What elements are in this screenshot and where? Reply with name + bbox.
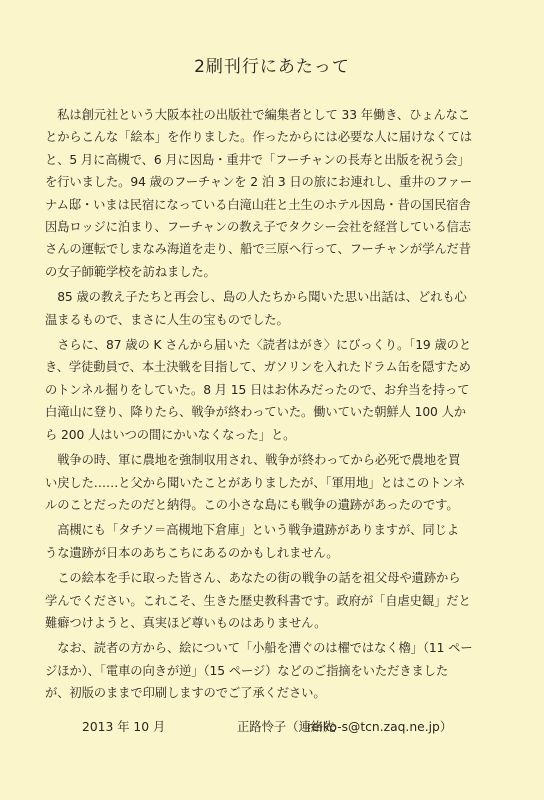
text-line: ジほか）、「電車の向きが逆」（15 ページ）などのご指摘をいただきました — [45, 663, 449, 678]
text-line: さらに、87 歳の K さんから届いた〈読者はがき〉にびっくり。「19 歳のと — [45, 338, 472, 353]
page-title: 2刷刊行にあたって — [194, 57, 350, 77]
publication-date: 2013 年 10 月 — [82, 720, 166, 734]
text-line: 私は創元社という大阪本社の出版社で編集者として 33 年働き、ひょんなこ — [45, 108, 471, 122]
text-line: ルのことだったのだと納得。この小さな島にも戦争の遺跡があったのです。 — [45, 497, 459, 512]
text-line: なお、読者の方から、絵について「小船を漕ぐのは櫂ではなく櫓」（11 ペー — [45, 641, 473, 656]
paragraph — [45, 334, 515, 446]
text-line: 戦争の時、軍に農地を強制収用され、戦争が終わってから必死で農地を買 — [45, 453, 461, 468]
text-line: 因島ロッジに泊まり、フーチャンの教え子でタクシー会社を経営している信志 — [45, 220, 471, 235]
paragraph — [45, 286, 515, 331]
author-contact-email: reiko-s@tcn.zaq.ne.jp） — [307, 720, 453, 734]
text-line: 85 歳の教え子たちと再会し、島の人たちから聞いた思い出話は、どれも心 — [45, 290, 467, 305]
text-line: 学んでください。これこそ、生きた歴史教科書です。政府が「自虐史観」だと — [45, 593, 471, 608]
text-line: 白滝山に登り、降りたら、戦争が終わっていた。働いていた朝鮮人 100 人か — [45, 405, 466, 420]
text-line: を行いました。94 歳のフーチャンを 2 泊 3 日の旅にお連れし、重井のファー — [45, 175, 473, 190]
text-line: さんの運転でしまなみ海道を走り、船で三原へ行って、フーチャンが学んだ昔 — [45, 242, 471, 257]
paragraph — [45, 449, 515, 516]
document-body — [45, 104, 515, 708]
text-line: ナム邸・いまは民宿になっている白滝山荘と土生のホテル因島・昔の国民宿舎 — [45, 197, 471, 212]
text-line: とからこんな「絵本」を作りました。作ったからには必要な人に届けなくては — [45, 130, 472, 145]
paragraph — [45, 104, 515, 283]
paragraph — [45, 519, 515, 564]
text-line: ら 200 人はいつの間にかいなくなった」と。 — [45, 427, 296, 442]
author-name: 正路怜子（連絡先 — [237, 720, 336, 734]
text-line: き、学徒動員で、本土決戦を目指して、ガソリンを入れたドラム缶を隠すため — [45, 360, 471, 375]
text-line: と、5 月に高槻で、6 月に因島・重井で「フーチャンの長寿と出版を祝う会」 — [45, 152, 470, 167]
paragraph — [45, 637, 515, 704]
text-line: この絵本を手に取った皆さん、あなたの街の戦争の話を祖父母や遺跡から — [45, 571, 461, 586]
text-line: 高槻にも「タチソ＝高槻地下倉庫」という戦争遺跡がありますが、同じよ — [45, 523, 459, 538]
text-line: い戻した……と父から聞いたことがありましたが、「軍用地」とはこのトンネ — [45, 475, 466, 490]
text-line: のトンネル掘りをしていた。8 月 15 日はお休みだったので、お弁当を持って — [45, 382, 470, 397]
text-line: 温まるもので、まさに人生の宝ものでした。 — [45, 312, 289, 327]
paragraph — [45, 567, 515, 634]
text-line: 難癖つけようと、真実ほど尊いものはありません。 — [45, 615, 327, 630]
text-line: うな遺跡が日本のあちこちにあるのかもしれません。 — [45, 545, 339, 560]
text-line: の女子師範学校を訪ねました。 — [45, 264, 216, 279]
text-line: が、初版のままで印刷しますのでご了承ください。 — [45, 686, 326, 701]
